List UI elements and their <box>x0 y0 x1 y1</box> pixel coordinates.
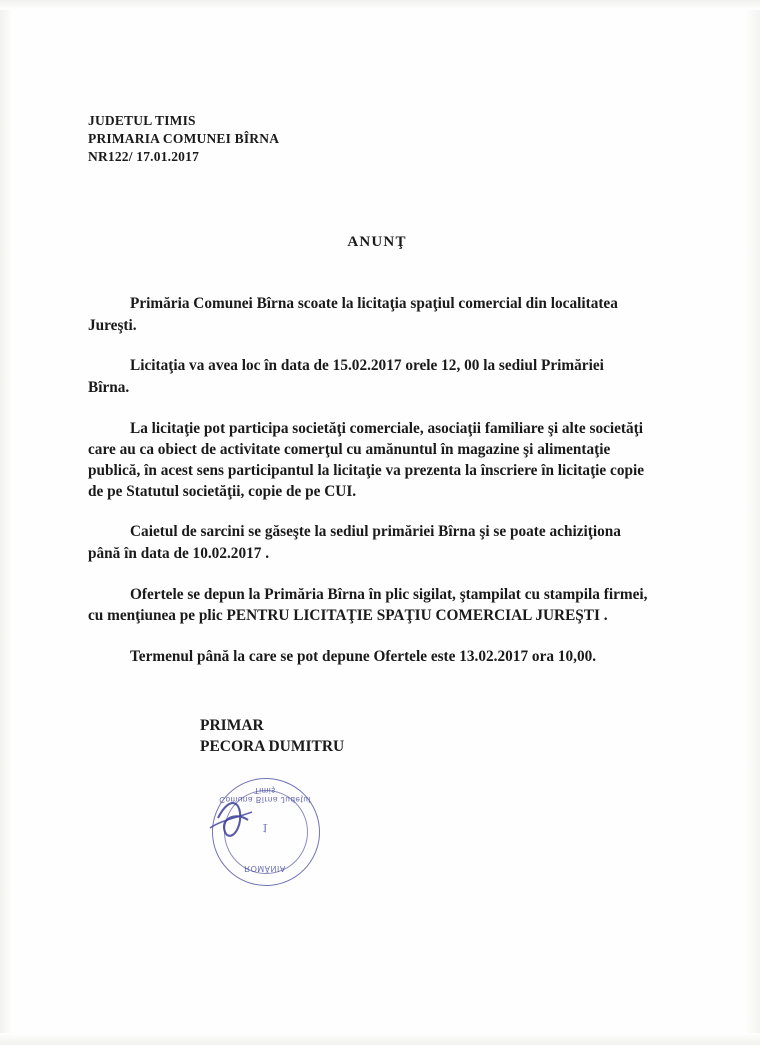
official-stamp <box>196 768 326 898</box>
scan-edge-bottom <box>0 1033 760 1045</box>
stamp-outer-ring <box>207 773 326 892</box>
document-content <box>88 112 648 758</box>
stamp-bottom-text: ROMÂNIA <box>244 864 286 873</box>
paragraph-2: Licitaţia va avea loc în data de 15.02.2017 orele 12, 00 la sediul Primăriei Bîrna. <box>88 357 604 397</box>
paragraph-3: La licitaţie pot participa societăţi comerciale, asociaţii familiare şi alte societăţi care au ca obiect de activitate comerţul cu amănuntul în magazine şi alimentaţie publică, în acest sens participantul la licitaţie va prezenta la înscriere în licitaţie copie de pe Statutul societăţii, copie de pe CUI. <box>88 419 645 501</box>
handwritten-signature-icon <box>196 768 326 898</box>
signature-role: PRIMAR <box>200 716 264 734</box>
paragraph-1: Primăria Comunei Bîrna scoate la licitaţia spaţiul comercial din localitatea Jureşti. <box>88 294 618 334</box>
signature-block <box>88 716 648 758</box>
signature-name: PECORA DUMITRU <box>200 737 345 755</box>
letterhead-institution: PRIMARIA COMUNEI BÎRNA <box>88 130 280 146</box>
paragraph-5: Ofertele se depun la Primăria Bîrna în plic sigilat, ştampilat cu stampila firmei, cu menţiunea pe plic PENTRU LICITAŢIE SPAŢIU COMERCIAL JUREŞTI . <box>88 585 648 625</box>
letterhead-county: JUDETUL TIMIS <box>88 113 196 128</box>
scan-edge-top <box>0 0 760 10</box>
stamp-center-mark: 1 <box>261 821 269 836</box>
paragraph-6: Termenul până la care se pot depune Ofertele este 13.02.2017 ora 10,00. <box>130 648 597 666</box>
paragraph-4: Caietul de sarcini se găseşte la sediul primăriei Bîrna şi se poate achiziţiona până în data de 10.02.2017 . <box>88 523 621 562</box>
stamp-top-text: Comuna Bîrna Judeţul Timiş <box>219 786 311 804</box>
page-title: ANUNŢ <box>347 233 407 250</box>
letterhead-registration-number: NR122/ 17.01.2017 <box>88 148 200 164</box>
letterhead <box>88 112 648 166</box>
document-body <box>88 293 648 668</box>
stamp-inner-ring <box>224 790 308 874</box>
scan-edge-left <box>0 0 14 1045</box>
scan-edge-right <box>744 0 760 1045</box>
